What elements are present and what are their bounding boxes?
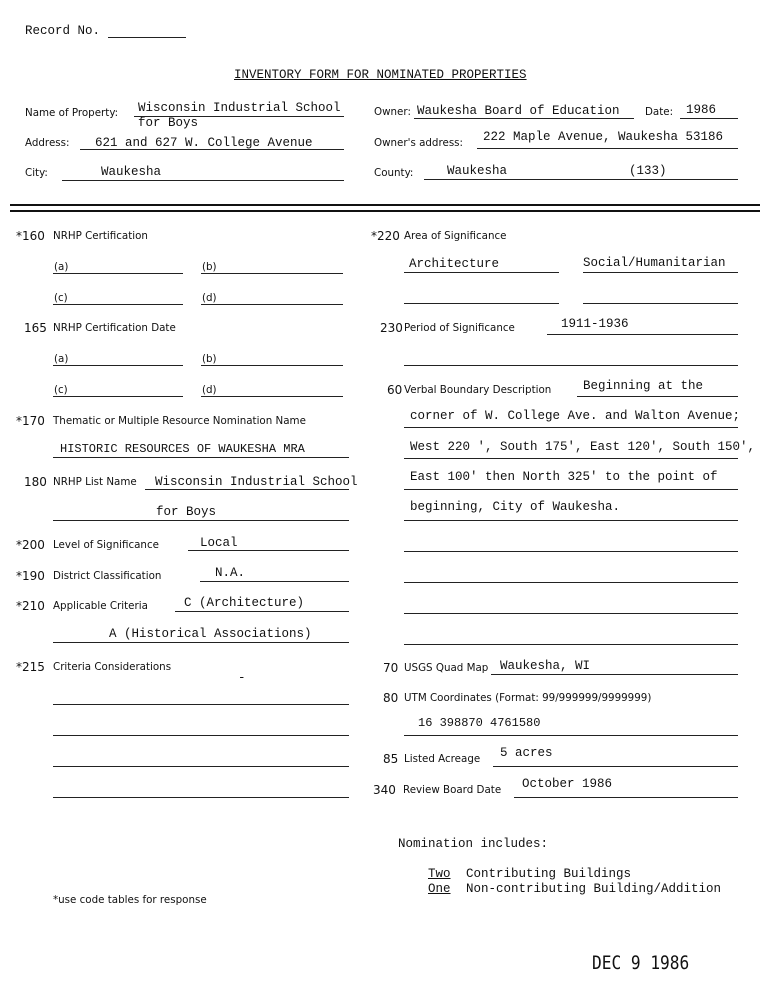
field-60-line1: corner of W. College Ave. and Walton Avenue;	[410, 409, 741, 423]
city-underline	[62, 180, 344, 181]
field-60-underline7	[404, 613, 738, 614]
field-180-label: NRHP List Name	[53, 476, 137, 488]
field-165-b: (b)	[202, 353, 217, 365]
field-215-line3	[53, 766, 349, 767]
field-165-c: (c)	[54, 384, 68, 396]
nomination-title: Nomination includes:	[398, 837, 549, 851]
date-underline	[680, 118, 738, 119]
field-60-underline6	[404, 582, 738, 583]
field-60-underline3	[404, 489, 738, 490]
field-230-line2	[404, 365, 738, 366]
field-180-number: 180	[24, 475, 47, 489]
field-60-underline1	[404, 427, 738, 428]
owner-address-label: Owner's address:	[374, 137, 464, 149]
field-165-d: (d)	[202, 384, 217, 396]
nomination-text-2: Non-contributing Building/Addition	[466, 882, 722, 896]
divider-top	[10, 204, 760, 206]
field-60-line4: beginning, City of Waukesha.	[410, 500, 621, 514]
field-190-line	[200, 581, 349, 582]
field-85-label: Listed Acreage	[404, 753, 481, 765]
field-165-d-line	[201, 396, 343, 397]
record-number-line	[108, 37, 186, 38]
field-190-number: *190	[16, 569, 45, 583]
property-name-line2: for Boys	[138, 116, 199, 130]
field-60-line2: West 220 ', South 175', East 120', South 150',	[410, 440, 756, 454]
field-170-label: Thematic or Multiple Resource Nomination Name	[53, 415, 306, 427]
record-number-label: Record No.	[25, 24, 101, 38]
owner-underline	[414, 118, 634, 119]
field-230-line1	[547, 334, 738, 335]
field-215-line1	[53, 704, 349, 705]
field-170-value: HISTORIC RESOURCES OF WAUKESHA MRA	[60, 442, 305, 456]
field-215-line2	[53, 735, 349, 736]
field-60-underline0	[577, 396, 738, 397]
date-label: Date:	[645, 106, 674, 118]
field-165-a: (a)	[54, 353, 69, 365]
field-220-value2: Social/Humanitarian	[583, 256, 726, 270]
property-name-line1: Wisconsin Industrial School	[138, 101, 341, 115]
field-165-c-line	[53, 396, 183, 397]
field-210-label: Applicable Criteria	[53, 600, 148, 612]
address-value: 621 and 627 W. College Avenue	[95, 136, 313, 150]
field-210-value1: C (Architecture)	[184, 596, 305, 610]
field-160-c-line	[53, 304, 183, 305]
nomination-text-1: Contributing Buildings	[466, 867, 632, 881]
field-210-line2	[53, 642, 349, 643]
field-160-d-line	[201, 304, 343, 305]
field-170-number: *170	[16, 414, 45, 428]
field-200-label: Level of Significance	[53, 539, 159, 551]
field-60-line3: East 100' then North 325' to the point of	[410, 470, 718, 484]
field-230-value: 1911-1936	[561, 317, 629, 331]
field-165-label: NRHP Certification Date	[53, 322, 176, 334]
city-label: City:	[25, 167, 48, 179]
field-210-line1	[175, 611, 349, 612]
field-165-b-line	[201, 365, 343, 366]
field-60-number: 60	[387, 383, 403, 397]
field-60-line0: Beginning at the	[583, 379, 704, 393]
county-label: County:	[374, 167, 414, 179]
nomination-count-1: Two	[428, 867, 451, 881]
owner-address-underline	[477, 148, 738, 149]
field-340-label: Review Board Date	[403, 784, 502, 796]
field-70-line	[491, 674, 738, 675]
field-220-label: Area of Significance	[404, 230, 507, 242]
field-85-value: 5 acres	[500, 746, 553, 760]
field-230-number: 230	[380, 321, 403, 335]
county-code: (133)	[629, 164, 667, 178]
field-60-underline2	[404, 458, 738, 459]
owner-value: Waukesha Board of Education	[417, 104, 620, 118]
field-160-b-line	[201, 273, 343, 274]
field-80-line	[404, 735, 738, 736]
field-160-label: NRHP Certification	[53, 230, 148, 242]
footnote: *use code tables for response	[53, 894, 207, 906]
property-name-label: Name of Property:	[25, 107, 119, 119]
date-value: 1986	[686, 103, 717, 117]
divider-bottom	[10, 210, 760, 212]
field-160-number: *160	[16, 229, 45, 243]
field-215-value: -	[238, 671, 246, 685]
field-160-c: (c)	[54, 292, 68, 304]
received-date-stamp: DEC 9 1986	[592, 952, 690, 974]
field-190-label: District Classification	[53, 570, 162, 582]
field-220-line2	[583, 272, 738, 273]
owner-address-value: 222 Maple Avenue, Waukesha 53186	[483, 130, 724, 144]
field-200-number: *200	[16, 538, 45, 552]
field-210-value2: A (Historical Associations)	[109, 627, 312, 641]
address-label: Address:	[25, 137, 70, 149]
field-220-line4	[583, 303, 738, 304]
field-220-number: *220	[371, 229, 400, 243]
field-170-line	[53, 457, 349, 458]
owner-label: Owner:	[374, 106, 411, 118]
field-180-line2: for Boys	[156, 505, 217, 519]
field-230-label: Period of Significance	[404, 322, 515, 334]
field-60-label: Verbal Boundary Description	[404, 384, 552, 396]
form-title: INVENTORY FORM FOR NOMINATED PROPERTIES	[234, 68, 527, 82]
field-80-number: 80	[383, 691, 399, 705]
nomination-count-2: One	[428, 882, 451, 896]
field-70-number: 70	[383, 661, 399, 675]
field-215-number: *215	[16, 660, 45, 674]
field-85-line	[493, 766, 738, 767]
county-underline	[424, 179, 738, 180]
field-180-line1-underline	[145, 489, 349, 490]
field-220-value1: Architecture	[409, 257, 500, 271]
field-220-line3	[404, 303, 559, 304]
city-value: Waukesha	[101, 165, 162, 179]
field-85-number: 85	[383, 752, 399, 766]
field-80-value: 16 398870 4761580	[418, 716, 541, 730]
field-165-number: 165	[24, 321, 47, 335]
field-60-underline4	[404, 520, 738, 521]
field-200-value: Local	[200, 536, 238, 550]
county-value: Waukesha	[447, 164, 508, 178]
field-180-line1: Wisconsin Industrial School	[155, 475, 358, 489]
field-180-line2-underline	[53, 520, 349, 521]
address-underline	[80, 149, 344, 150]
field-220-line1	[404, 272, 559, 273]
field-340-number: 340	[373, 783, 396, 797]
field-60-underline8	[404, 644, 738, 645]
field-80-label: UTM Coordinates (Format: 99/999999/9999999)	[404, 692, 652, 704]
field-210-number: *210	[16, 599, 45, 613]
field-160-a: (a)	[54, 261, 69, 273]
field-215-line4	[53, 797, 349, 798]
field-60-underline5	[404, 551, 738, 552]
field-160-a-line	[53, 273, 183, 274]
field-165-a-line	[53, 365, 183, 366]
field-340-value: October 1986	[522, 777, 613, 791]
field-200-line	[188, 550, 349, 551]
field-190-value: N.A.	[215, 566, 246, 580]
field-70-label: USGS Quad Map	[404, 662, 489, 674]
field-215-label: Criteria Considerations	[53, 661, 172, 673]
field-340-line	[514, 797, 738, 798]
field-70-value: Waukesha, WI	[500, 659, 591, 673]
property-name-underline	[134, 116, 344, 117]
field-160-d: (d)	[202, 292, 217, 304]
field-160-b: (b)	[202, 261, 217, 273]
